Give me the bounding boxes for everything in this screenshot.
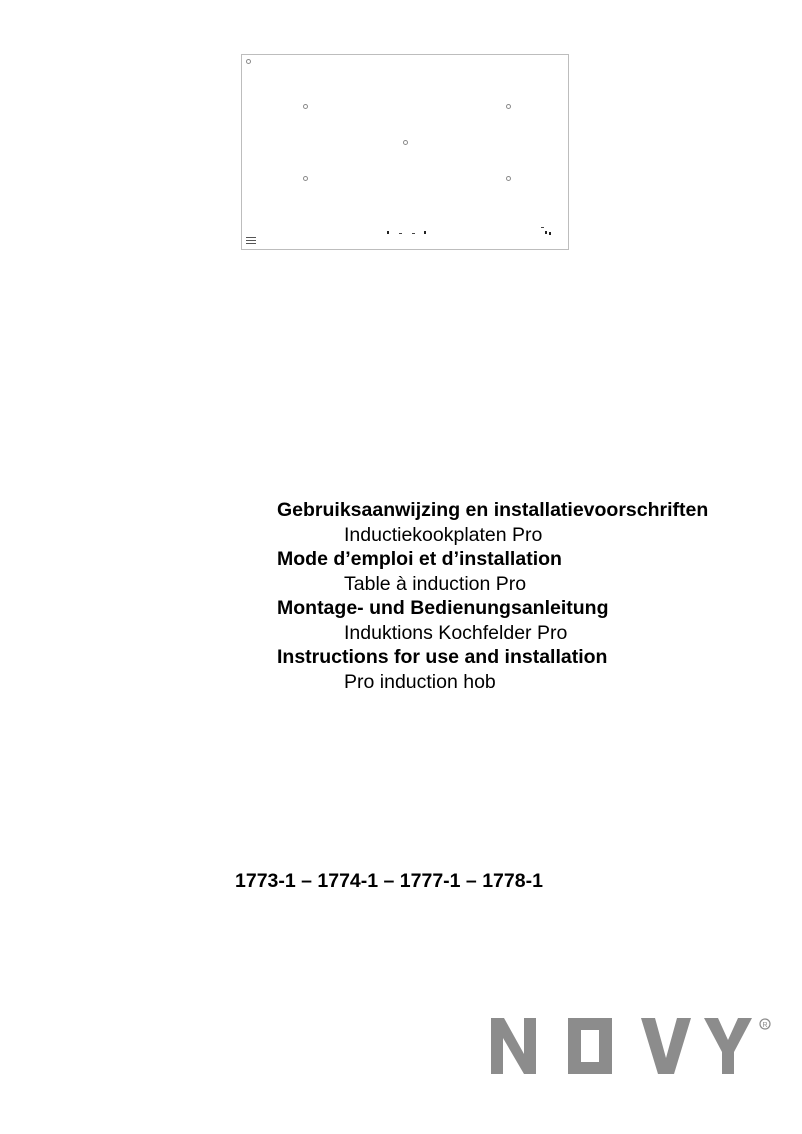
product-french: Table à induction Pro <box>344 572 527 595</box>
svg-text:R: R <box>762 1022 768 1029</box>
control-key-icon <box>541 227 544 228</box>
cooking-zone-rear-right-marker <box>506 176 511 181</box>
novy-logo <box>488 1014 773 1078</box>
model-numbers: 1773-1 – 1774-1 – 1777-1 – 1778-1 <box>235 870 543 892</box>
cooking-zone-front-right-marker <box>506 104 511 109</box>
title-german: Montage- und Bedienungsanleitung <box>277 597 609 619</box>
menu-lines-icon <box>246 237 256 244</box>
product-dutch: Inductiekookplaten Pro <box>344 523 543 546</box>
cooking-zone-center-marker <box>403 140 408 145</box>
control-key-icon <box>424 231 426 234</box>
cooking-zone-rear-left-marker <box>303 176 308 181</box>
product-english: Pro induction hob <box>344 670 496 693</box>
hob-illustration <box>241 54 569 250</box>
corner-marker-icon <box>246 59 251 64</box>
control-key-icon <box>387 231 389 234</box>
title-dutch: Gebruiksaanwijzing en installatievoorschriften <box>277 499 709 521</box>
registered-icon <box>760 1019 770 1029</box>
title-english: Instructions for use and installation <box>277 646 608 668</box>
control-key-icon <box>412 233 415 234</box>
control-key-icon <box>545 231 547 234</box>
cooking-zone-front-left-marker <box>303 104 308 109</box>
title-french: Mode d’emploi et d’installation <box>277 548 562 570</box>
product-german: Induktions Kochfelder Pro <box>344 621 568 644</box>
manual-titles <box>277 498 708 694</box>
control-key-icon <box>549 232 551 235</box>
control-key-icon <box>399 233 402 234</box>
